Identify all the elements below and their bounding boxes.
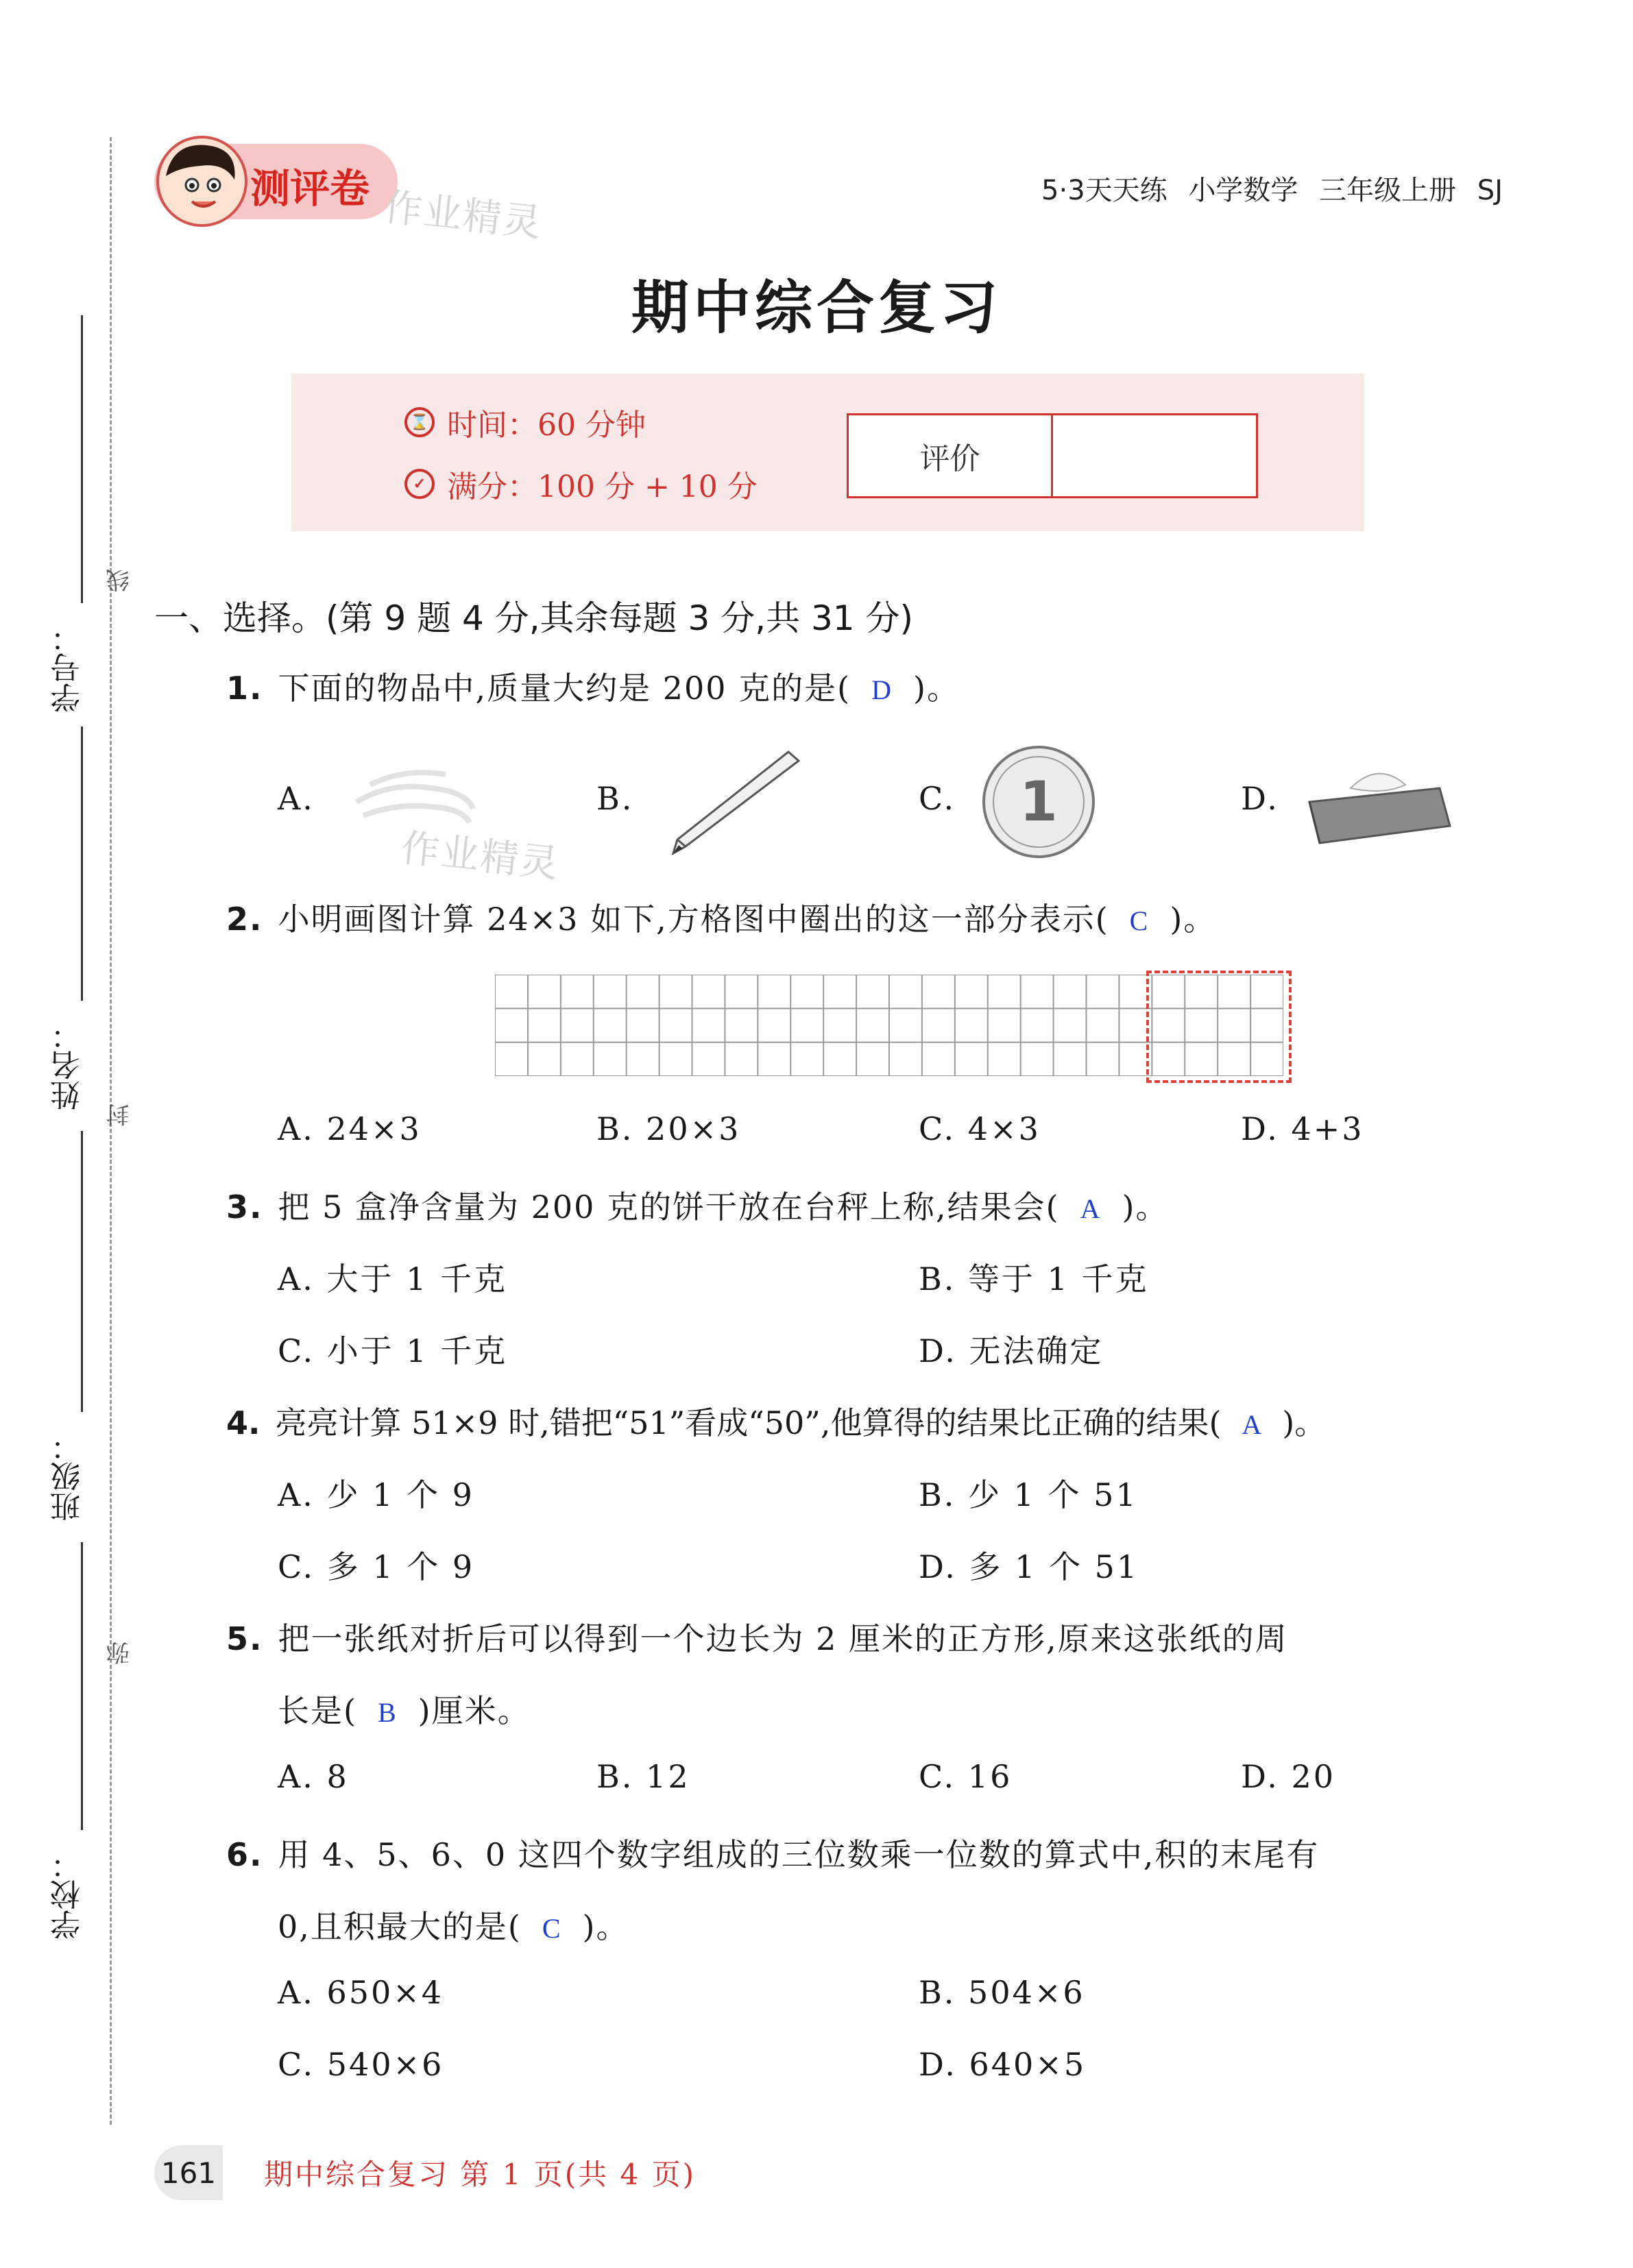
wet-wipes-image [1303,761,1453,853]
page-number: 161 [154,2145,223,2200]
coin-image [980,744,1097,863]
answer-3: A [1080,1193,1102,1224]
q1-option-b: B. [596,780,634,817]
q1-option-c: C. [919,780,956,817]
section-heading: 一、选择。(第 9 题 4 分,其余每题 3 分,共 31 分) [154,598,914,638]
q1-option-a: A. [278,780,315,817]
watermark-middle: 作业精灵 [398,826,562,887]
class-blank [81,1131,83,1412]
class-label: 班级： [51,1431,86,1522]
q4-option-d: D. 多 1 个 51 [919,1548,1139,1585]
cartoon-boy-icon [156,136,247,227]
q5-option-c: C. 16 [919,1758,1013,1795]
q6-option-c: C. 540×6 [278,2046,444,2083]
question-6: 6. 用 4、5、6、0 这四个数字组成的三位数乘一位数的算式中,积的末尾有 [226,1836,1320,1873]
time-row [404,400,646,444]
evaluation-field[interactable] [1053,415,1256,496]
q3-option-c: C. 小于 1 千克 [278,1332,508,1369]
q3-option-d: D. 无法确定 [919,1332,1104,1369]
school-label: 学校： [51,1849,86,1940]
binding-dashed-line [110,137,112,2125]
q1-option-d: D. [1241,780,1279,817]
question-1: 1. 下面的物品中,质量大约是 200 克的是( D )。 [226,670,960,707]
school-blank [81,1542,83,1830]
time-text: 时间：60 分钟 [447,408,646,443]
q5-option-a: A. 8 [278,1758,349,1795]
coin-value: 1 [1019,770,1058,833]
cut-word-feng: 封 [106,1103,134,1127]
question-5-line-2: 长是( B )厘米。 [278,1692,531,1729]
hourglass-icon: ⌛ [404,407,435,437]
q6-option-d: D. 640×5 [919,2046,1087,2083]
answer-2: C [1129,905,1150,936]
question-3: 3. 把 5 盒净含量为 200 克的饼干放在台秤上称,结果会( A )。 [226,1188,1169,1226]
q6-option-a: A. 650×4 [278,1974,444,2011]
evaluation-label: 评价 [849,415,1053,496]
q4-option-a: A. 少 1 个 9 [278,1476,474,1513]
q5-option-d: D. 20 [1241,1758,1336,1795]
cut-word-mi: 弥 [106,1642,134,1665]
cut-word-xian: 线 [106,569,134,592]
pencil-image [658,744,809,863]
footer-text: 期中综合复习 第 1 页(共 4 页) [264,2158,696,2191]
watermark-top: 作业精灵 [381,185,545,246]
series-info: 5·3天天练 小学数学 三年级上册 SJ [1041,175,1503,206]
q4-option-b: B. 少 1 个 51 [919,1476,1138,1513]
q5-option-b: B. 12 [596,1758,690,1795]
circled-region [1146,971,1292,1083]
question-5: 5. 把一张纸对折后可以得到一个边长为 2 厘米的正方形,原来这张纸的周 [226,1620,1288,1657]
q2-option-d: D. 4+3 [1241,1110,1364,1147]
score-row [404,462,758,506]
check-icon: ✓ [404,469,435,499]
answer-4: A [1242,1409,1262,1440]
evaluation-box [847,413,1258,498]
name-label: 姓名： [51,1020,86,1110]
answer-6: C [542,1913,562,1944]
q2-option-b: B. 20×3 [596,1110,741,1147]
q3-option-b: B. 等于 1 千克 [919,1260,1149,1297]
question-6-line-2: 0,且积最大的是( C )。 [278,1908,629,1945]
badge-label: 测评卷 [250,165,370,212]
answer-5: B [377,1697,398,1728]
question-4: 4. 亮亮计算 51×9 时,错把“51”看成“50”,他算得的结果比正确的结果( A )。 [226,1404,1327,1441]
q6-option-b: B. 504×6 [919,1974,1085,2011]
name-blank [81,727,83,1001]
q2-option-a: A. 24×3 [278,1110,422,1147]
q2-option-c: C. 4×3 [919,1110,1041,1147]
answer-1: D [871,674,893,705]
q3-option-a: A. 大于 1 千克 [278,1260,507,1297]
student-id-blank [81,315,83,603]
score-text: 满分：100 分 + 10 分 [447,470,758,504]
question-2: 2. 小明画图计算 24×3 如下,方格图中圈出的这一部分表示( C )。 [226,901,1217,938]
q4-option-c: C. 多 1 个 9 [278,1548,475,1585]
page-title: 期中综合复习 [631,273,1002,341]
student-id-label: 学号： [51,622,86,713]
